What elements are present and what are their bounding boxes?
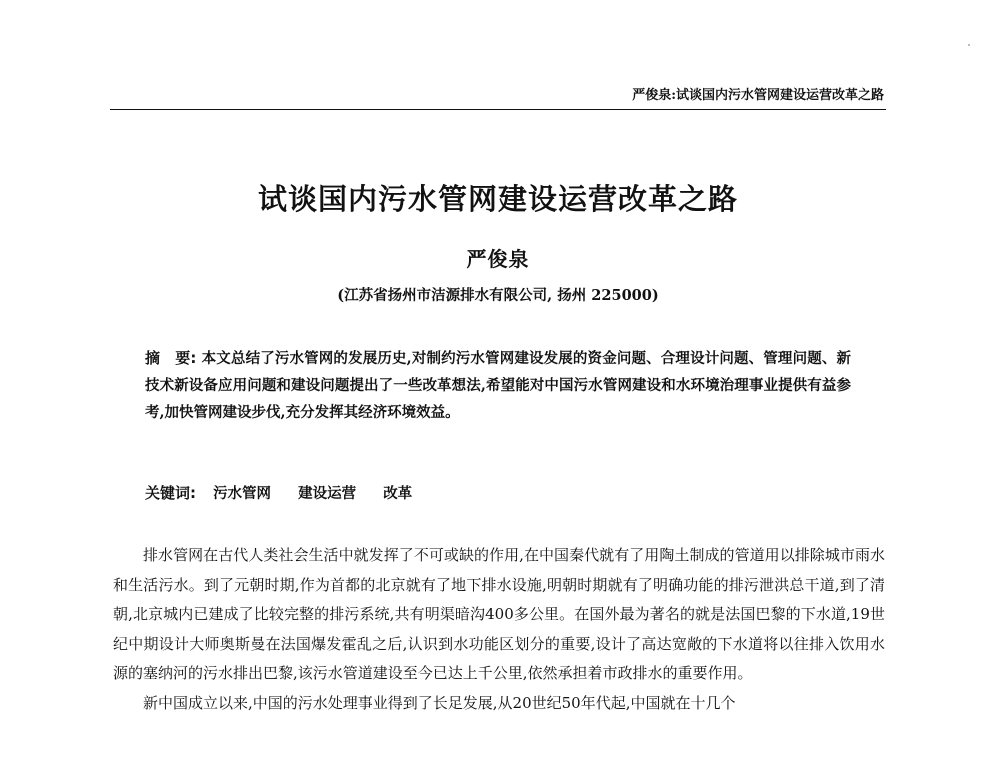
author-affiliation: (江苏省扬州市洁源排水有限公司, 扬州 225000) (337, 287, 659, 304)
running-header: 严俊泉:试谈国内污水管网建设运营改革之路 (632, 88, 884, 103)
keyword: 改革 (383, 485, 413, 502)
keyword: 污水管网 (213, 485, 272, 502)
keywords-label: 关键词: (145, 484, 196, 502)
keywords (145, 480, 851, 507)
abstract-text: 本文总结了污水管网的发展历史,对制约污水管网建设发展的资金问题、合理设计问题、管理问题、新技术新设备应用问题和建设问题提出了一些改革想法,希望能对中国污水管网建设和水环境治理事业提供有益参考,加快管网建设步伐,充分发挥其经济环境效益。 (145, 350, 852, 421)
abstract (145, 345, 851, 426)
scan-speck (968, 44, 970, 46)
author-name: 严俊泉 (466, 247, 530, 271)
body-text (113, 541, 885, 718)
keyword: 建设运营 (298, 485, 357, 502)
body-paragraph: 排水管网在古代人类社会生活中就发挥了不可或缺的作用,在中国秦代就有了用陶土制成的管道用以排除城市雨水和生活污水。到了元朝时期,作为首都的北京就有了地下排水设施,明朝时期就有了明确功能的排污泄洪总干道,到了清朝,北京城内已建成了比较完整的排污系统,共有明渠暗沟400多公里。在国外最为著名的就是法国巴黎的下水道,19世纪中期设计大师奥斯曼在法国爆发霍乱之后,认识到水功能区划分的重要,设计了高达宽敞的下水道将以往排入饮用水源的塞纳河的污水排出巴黎,该污水管道建设至今已达上千公里,依然承担着市政排水的重要作用。 (113, 546, 885, 682)
body-paragraph: 新中国成立以来,中国的污水处理事业得到了长足发展,从20世纪50年代起,中国就在十几个 (143, 693, 736, 712)
paper-title: 试谈国内污水管网建设运营改革之路 (257, 182, 738, 216)
header-rule (110, 109, 886, 110)
abstract-label: 摘 要: (145, 349, 197, 367)
